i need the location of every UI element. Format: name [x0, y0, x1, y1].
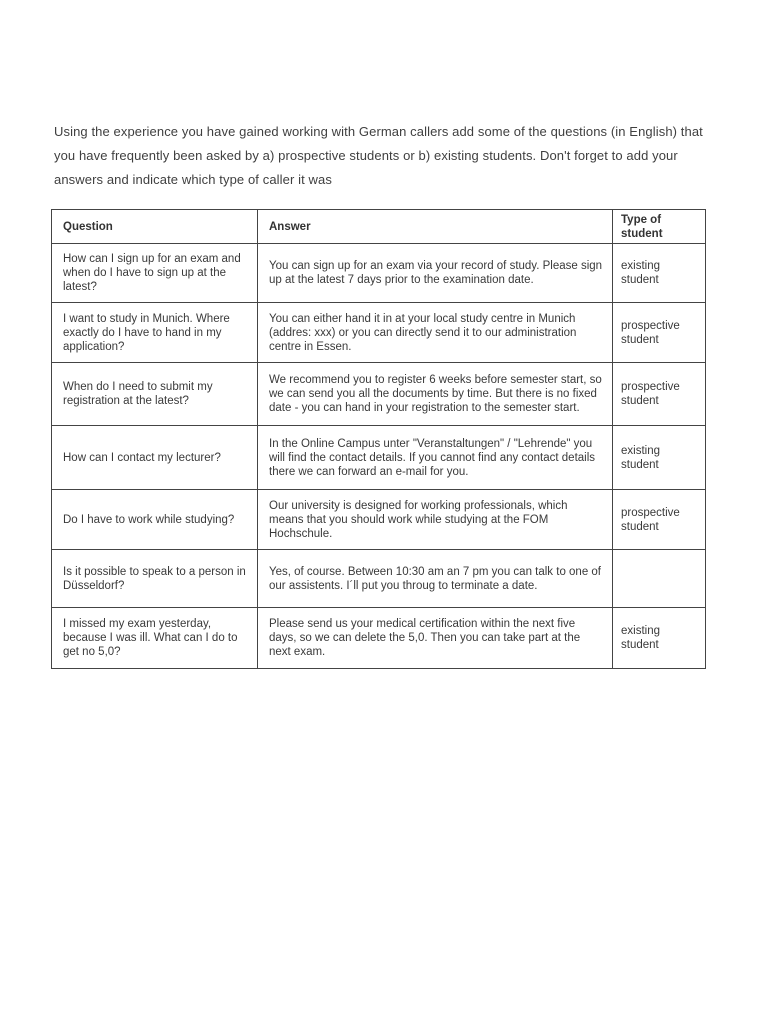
answer-cell: Yes, of course. Between 10:30 am an 7 pm you can talk to one of our assistents. I´ll put you throug to terminate a date. — [258, 550, 613, 608]
question-cell: I want to study in Munich. Where exactly do I have to hand in my application? — [52, 303, 258, 363]
answer-cell: You can sign up for an exam via your record of study. Please sign up at the latest 7 days prior to the examination date. — [258, 244, 613, 303]
student-type-cell — [613, 550, 706, 608]
question-cell: Do I have to work while studying? — [52, 490, 258, 550]
header-answer: Answer — [258, 210, 613, 244]
table-row — [52, 303, 706, 363]
student-type-cell: prospective student — [613, 303, 706, 363]
answer-cell: Our university is designed for working professionals, which means that you should work while studying at the FOM Hochschule. — [258, 490, 613, 550]
student-type-cell: prospective student — [613, 363, 706, 426]
instructions-paragraph: Using the experience you have gained working with German callers add some of the questions (in English) that you have frequently been asked by a) prospective students or b) existing students. Don't forget to add your answers and indicate which type of caller it was — [54, 124, 703, 187]
question-cell: Is it possible to speak to a person in Düsseldorf? — [52, 550, 258, 608]
answer-cell: In the Online Campus unter "Veranstaltungen" / "Lehrende" you will find the contact details. If you cannot find any contact details there we can forward an e-mail for you. — [258, 426, 613, 490]
student-type-cell: existing student — [613, 426, 706, 490]
question-cell: How can I contact my lecturer? — [52, 426, 258, 490]
table-header-row — [52, 210, 706, 244]
table-row — [52, 244, 706, 303]
header-type-of-student: Type of student — [613, 210, 706, 244]
answer-cell: We recommend you to register 6 weeks before semester start, so we can send you all the documents by time. But there is no fixed date - you can hand in your registration to the semester start. — [258, 363, 613, 426]
question-cell: When do I need to submit my registration at the latest? — [52, 363, 258, 426]
table-row — [52, 608, 706, 669]
table-row — [52, 426, 706, 490]
qa-table — [51, 209, 706, 669]
question-cell: How can I sign up for an exam and when do I have to sign up at the latest? — [52, 244, 258, 303]
student-type-cell: prospective student — [613, 490, 706, 550]
table-row — [52, 490, 706, 550]
student-type-cell: existing student — [613, 608, 706, 669]
header-question: Question — [52, 210, 258, 244]
table-row — [52, 363, 706, 426]
answer-cell: You can either hand it in at your local study centre in Munich (addres: xxx) or you can directly send it to our administration centre in Essen. — [258, 303, 613, 363]
answer-cell: Please send us your medical certification within the next five days, so we can delete the 5,0. Then you can take part at the next exam. — [258, 608, 613, 669]
student-type-cell: existing student — [613, 244, 706, 303]
question-cell: I missed my exam yesterday, because I was ill. What can I do to get no 5,0? — [52, 608, 258, 669]
table-row — [52, 550, 706, 608]
